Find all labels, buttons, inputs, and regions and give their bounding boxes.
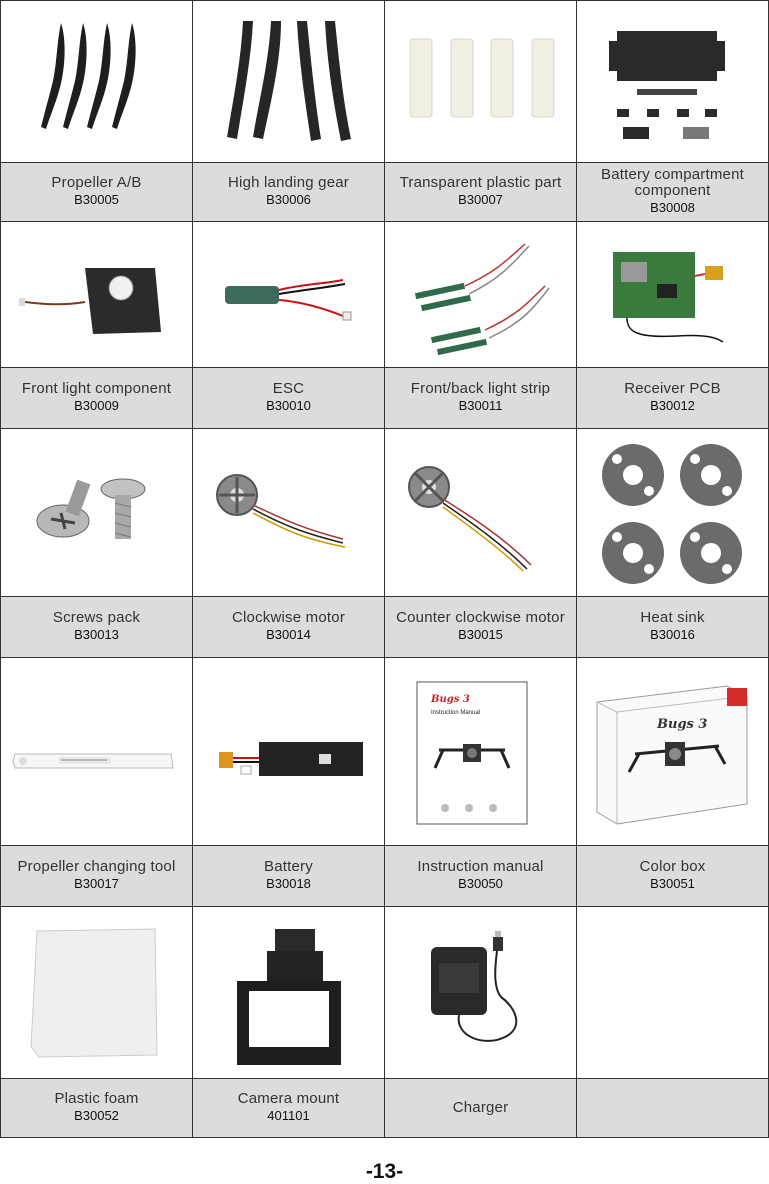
motor-icon (193, 429, 384, 599)
camera-mount-icon (193, 907, 384, 1081)
part-name: High landing gear (228, 174, 349, 191)
part-code: B30009 (74, 398, 119, 413)
page-number: -13- (365, 1160, 404, 1183)
part-name: Instruction manual (417, 858, 544, 875)
part-code: 401101 (267, 1108, 310, 1123)
part-code: B30005 (74, 192, 119, 207)
plastic-part-icon (385, 1, 576, 165)
part-cell (384, 0, 577, 222)
part-cell (384, 221, 577, 429)
part-cell (384, 906, 577, 1138)
part-cell (0, 906, 193, 1138)
part-code: B30016 (650, 627, 695, 642)
part-cell (384, 657, 577, 907)
part-cell (192, 221, 385, 429)
part-name: Receiver PCB (624, 380, 721, 397)
part-name: Plastic foam (54, 1090, 139, 1107)
part-code: B30010 (266, 398, 311, 413)
part-code: B30007 (458, 192, 503, 207)
part-cell (192, 906, 385, 1138)
manual-brand: Bugs 3 (431, 694, 470, 705)
part-name: Screws pack (52, 609, 141, 626)
part-name: Camera mount (237, 1090, 340, 1107)
part-name: Front/back light strip (410, 380, 551, 397)
part-cell (192, 428, 385, 658)
part-code: B30052 (74, 1108, 119, 1123)
receiver-pcb-icon (577, 222, 768, 370)
part-code: B30050 (458, 876, 503, 891)
part-name: Battery (264, 858, 313, 875)
part-code: B30017 (74, 876, 119, 891)
parts-row (0, 428, 769, 658)
part-name: Propeller A/B (51, 174, 142, 191)
part-code: B30012 (650, 398, 695, 413)
parts-row (0, 657, 769, 907)
part-cell (0, 0, 193, 222)
part-cell (192, 657, 385, 907)
part-code: B30014 (266, 627, 311, 642)
part-name: Front light component (21, 380, 172, 397)
part-cell (192, 0, 385, 222)
part-name: Propeller changing tool (17, 858, 176, 875)
part-name: Color box (639, 858, 706, 875)
part-cell (0, 221, 193, 429)
part-cell (0, 657, 193, 907)
part-name: Battery compartment component (600, 166, 745, 199)
motor-icon (385, 429, 576, 599)
battery-compartment-icon (577, 1, 768, 165)
color-box-icon (577, 658, 768, 848)
empty-cell (576, 906, 769, 1138)
manual-icon (385, 658, 576, 848)
parts-row (0, 906, 769, 1138)
empty-image (577, 907, 768, 1081)
part-name: Charger (452, 1099, 509, 1116)
part-cell (576, 0, 769, 222)
part-cell (384, 428, 577, 658)
parts-row (0, 0, 769, 222)
esc-icon (193, 222, 384, 370)
manual-subtitle: Instruction Manual (431, 710, 481, 716)
box-brand: Bugs 3 (657, 717, 708, 732)
part-code: B30006 (266, 192, 311, 207)
part-cell (576, 657, 769, 907)
part-code: B30015 (458, 627, 503, 642)
light-strip-icon (385, 222, 576, 370)
front-light-icon (1, 222, 192, 370)
heat-sink-icon (577, 429, 768, 599)
part-name: Clockwise motor (231, 609, 346, 626)
screws-icon (1, 429, 192, 599)
charger-icon (385, 907, 576, 1081)
part-name: Heat sink (640, 609, 705, 626)
part-name: ESC (272, 380, 305, 397)
part-code: B30011 (458, 398, 503, 413)
part-code: B30013 (74, 627, 119, 642)
part-code: B30018 (266, 876, 311, 891)
parts-row (0, 221, 769, 429)
propeller-icon (1, 1, 192, 165)
tool-icon (1, 658, 192, 848)
part-name: Transparent plastic part (399, 174, 562, 191)
landing-gear-icon (193, 1, 384, 165)
plastic-foam-icon (1, 907, 192, 1081)
part-cell (576, 221, 769, 429)
part-cell (0, 428, 193, 658)
battery-icon (193, 658, 384, 848)
part-code: B30008 (650, 200, 695, 215)
part-code: B30051 (650, 876, 695, 891)
part-name: Counter clockwise motor (396, 609, 565, 626)
part-cell (576, 428, 769, 658)
